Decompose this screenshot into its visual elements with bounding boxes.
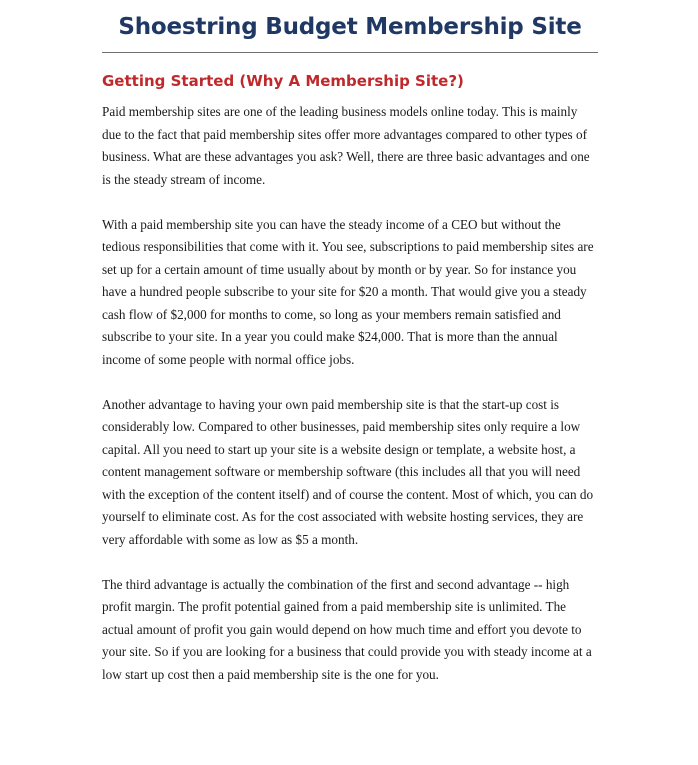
paragraph: Paid membership sites are one of the leading business models online today. This is mainly due to the fact that paid membership sites offer more advantages compared to other types of business. What are these advantages you ask? Well, there are three basic advantages and one is the steady stream of income.: [102, 104, 590, 187]
title-divider: [102, 52, 598, 53]
document-title: Shoestring Budget Membership Site: [118, 14, 582, 40]
section-heading: Getting Started (Why A Membership Site?): [102, 72, 464, 90]
paragraph: Another advantage to having your own paid membership site is that the start-up cost is considerably low. Compared to other businesses, paid membership sites only require a low capital. All you need to start up your site is a website design or template, a website host, a content management software or membership software (this includes all that you will need with the exception of the content itself) and of course the content. Most of which, you can do yourself to eliminate cost. As for the cost associated with website hosting services, they are very affordable with some as low as $5 a month.: [102, 396, 594, 547]
paragraph: With a paid membership site you can have the steady income of a CEO but without the tedious responsibilities that come with it. You see, subscriptions to paid membership sites are set up for a certain amount of time usually about by month or by year. So for instance you have a hundred people subscribe to your site for $20 a month. That would give you a steady cash flow of $2,000 for months to come, so long as your members remain satisfied and subscribe to your site. In a year you could make $24,000. That is more than the annual income of some people with normal office jobs.: [102, 216, 594, 367]
paragraph: The third advantage is actually the combination of the first and second advantage -- high profit margin. The profit potential gained from a paid membership site is unlimited. The actual amount of profit you gain would depend on how much time and effort you devote to your site. So if you are looking for a business that could provide you with steady income at a low start up cost then a paid membership site is the one for you.: [102, 576, 592, 682]
body-text: [102, 101, 597, 709]
